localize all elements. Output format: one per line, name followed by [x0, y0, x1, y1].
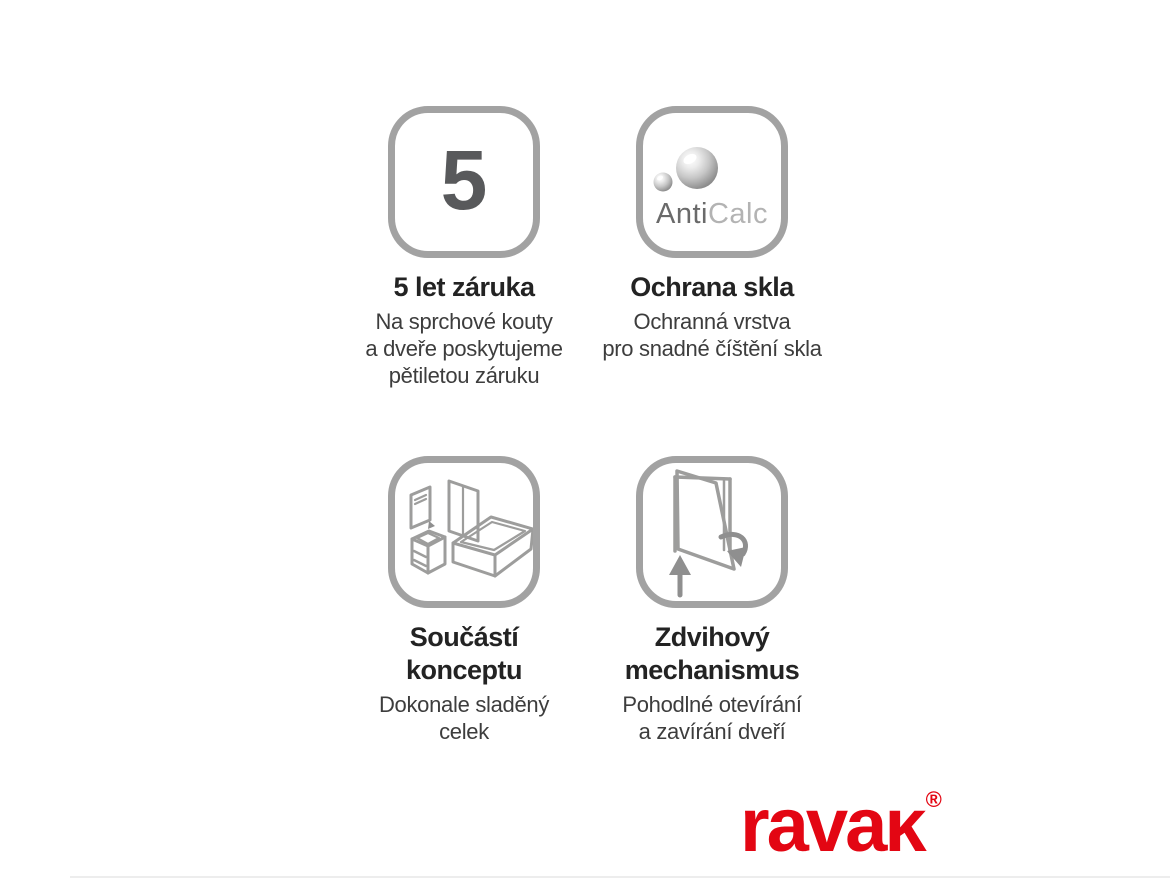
feature-title: 5 let záruka — [393, 272, 535, 302]
feature-description: Pohodlné otevírání a zavírání dveří — [622, 692, 802, 744]
feature-warranty — [340, 106, 588, 389]
bathroom-concept-icon — [388, 456, 540, 608]
bathroom-set-graphic — [395, 463, 533, 601]
feature-title: Zdvihový mechanismus — [624, 622, 800, 685]
feature-description: Na sprchové kouty a dveře poskytujeme pětiletou záruku — [365, 309, 563, 388]
ravak-logo — [740, 783, 942, 868]
feature-title: Součástí konceptu — [405, 622, 522, 685]
registered-trademark-symbol: ® — [925, 787, 942, 812]
anticalc-icon — [636, 106, 788, 258]
anticalc-wordmark: AntiCalc — [656, 198, 768, 230]
feature-glass-protection — [588, 106, 836, 362]
lift-mechanism-door-icon — [636, 456, 788, 608]
feature-lift-mechanism — [588, 456, 836, 745]
feature-description: Dokonale sladěný celek — [378, 692, 550, 744]
five-year-badge-icon — [388, 106, 540, 258]
feature-description: Ochranná vrstva pro snadné číštění skla — [602, 309, 822, 361]
opening-door-graphic — [643, 463, 781, 601]
ravak-wordmark: ravaĸ — [740, 783, 924, 868]
number-5-glyph: 5 — [440, 132, 488, 227]
feature-concept — [340, 456, 588, 745]
feature-title: Ochrana skla — [630, 272, 794, 302]
